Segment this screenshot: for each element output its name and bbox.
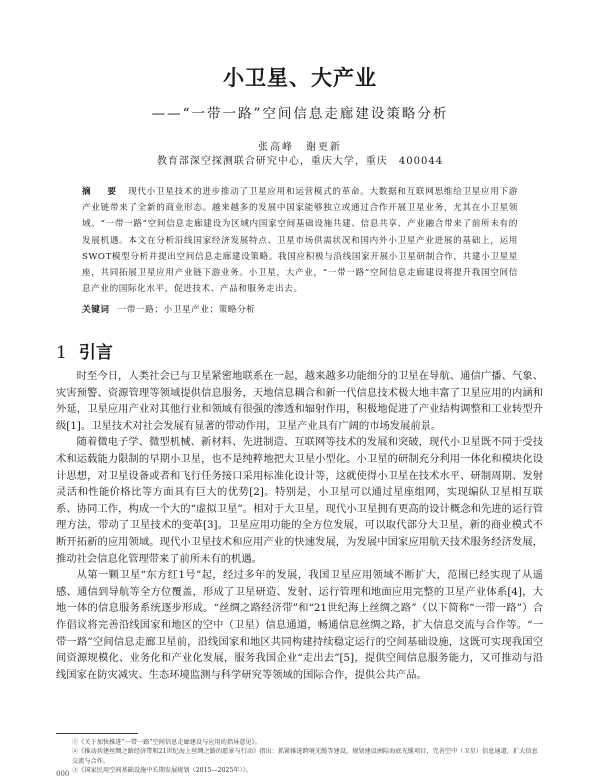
- section-number: 1: [56, 343, 67, 363]
- paragraph: 从第一颗卫星“东方红1号”起，经过多年的发展，我国卫星应用领域不断扩大，范围已经实现了从遥感、通信到导航等全方位覆盖，形成了卫星研造、发射、运行管理和地面应用完整的卫星产业体系[4]，大地一体的信息服务系统逐步形成。“丝绸之路经济带”和“21世纪海上丝绸之路”（以下简称“一带一路”）合作倡议将完善沿线国家和地区的空中（卫星）信息通道，畅通信息丝绸之路，扩大信息交流与合作等。“一带一路”空间信息走廊卫星前，沿线国家和地区共同构建持续稳定运行的空间基础设施，这既可实现我国空间资源规模化、业务化和产业化发展，服务我国企业“走出去”[5]，提供空间信息服务能力，又可推动与沿线国家在防灾减灾、生态环境监测与科学研究等领域的国际合作，提供公共产品。: [56, 569, 543, 681]
- keywords-label: 关键词: [82, 305, 110, 315]
- footnote: ②《推动共建丝绸之路经济带和21世纪海上丝绸之路的愿景与行动》指出：抓紧推进跨境光缆等建设，规划建设洲际海底光缆项目，完善空中（卫星）信息通道，扩大信息交流与合作。: [72, 748, 538, 765]
- keywords-text: 一带一路；小卫星产业；策略分析: [117, 305, 256, 315]
- paper-subtitle: ——“一带一路”空间信息走廊建设策略分析: [151, 106, 449, 122]
- footnote-divider: [56, 733, 138, 734]
- abstract: [82, 184, 518, 297]
- section-title: 引言: [78, 343, 113, 363]
- footnote: ③《国家民用空间基础设施中长期发展规划（2015—2025年）》。: [72, 767, 252, 775]
- section-heading: [56, 338, 113, 363]
- footnote: ①《关于加快推进“一带一路”空间信息走廊建设与应用的指导意见》。: [72, 739, 261, 746]
- page-number: 000: [56, 770, 70, 778]
- abstract-text: 现代小卫星技术的进步推动了卫星应用和运营模式的革命。大数据和互联网思维给卫星应用下游产业链带来了全新的商业形态。越来越多的发展中国家能够独立或通过合作开展卫星业务，尤其在小卫星领域。“一带一路”空间信息走廊建设为区域内国家空间基础设施共建、信息共享、产业融合带来了前所未有的发展机遇。本文在分析沿线国家经济发展特点、卫星市场供需状况和国内外小卫星产业进展的基础上，运用SWOT模型分析并提出空间信息走廊建设策略。我国应积极与沿线国家开展小卫星研制合作，共建小卫星星座，共同拓展卫星应用产业链下游业务。小卫星，大产业，“一带一路”空间信息走廊建设将提升我国空间信息产业的国际化水平，促进技术、产品和服务走出去。: [82, 187, 518, 295]
- body-text: [56, 368, 543, 683]
- keywords: [82, 303, 518, 315]
- paragraph: 随着微电子学、微型机械、新材料、先进制造、互联网等技术的发展和突破，现代小卫星既不同于受技术和运载能力限制的早期小卫星，也不是纯粹地把大卫星小型化。小卫星的研制充分利用一体化和模块化设计思想，对卫星设备或者和飞行任务接口采用标准化设计等，这就使得小卫星在技术水平、研制周期、发射灵活和性能价格比等方面具有巨大的优势[2]。特别是，小卫星可以通过星座组网，实现编队卫星相互联系、协同工作，构成一个大的“虚拟卫星”。相对于大卫星，现代小卫星拥有更高的设计概念和先进的运行管理方法，带动了卫星技术的变革[3]。卫星应用功能的全方位发展，可以取代部分大卫星，新的商业模式不断开拓新的应用领域。现代小卫星技术和应用产业的快速发展，为发展中国家应用航天技术服务经济发展，推动社会信息化管理带来了前所未有的机遇。: [56, 436, 543, 565]
- author-list: 张高峰 谢更新: [258, 142, 342, 153]
- paper-title: 小卫星、大产业: [223, 65, 377, 90]
- abstract-label: 摘 要: [82, 187, 121, 197]
- footnotes: [72, 738, 542, 776]
- paragraph: 时至今日，人类社会已与卫星紧密地联系在一起，越来越多功能细分的卫星在导航、通信广播、气象、灾害预警、资源管理等领域提供信息服务，天地信息耦合和新一代信息技术极大地丰富了卫星应用的内涵和外延，卫星应用产业对其他行业和领域有很强的渗透和辐射作用，积极地促进了产业结构调整和工业转型升级[1]。卫星技术对社会发展有显著的带动作用，卫星产业具有广阔的市场发展前景。: [56, 370, 543, 432]
- author-affiliation: 教育部深空探测联合研究中心，重庆大学，重庆 400044: [156, 156, 444, 167]
